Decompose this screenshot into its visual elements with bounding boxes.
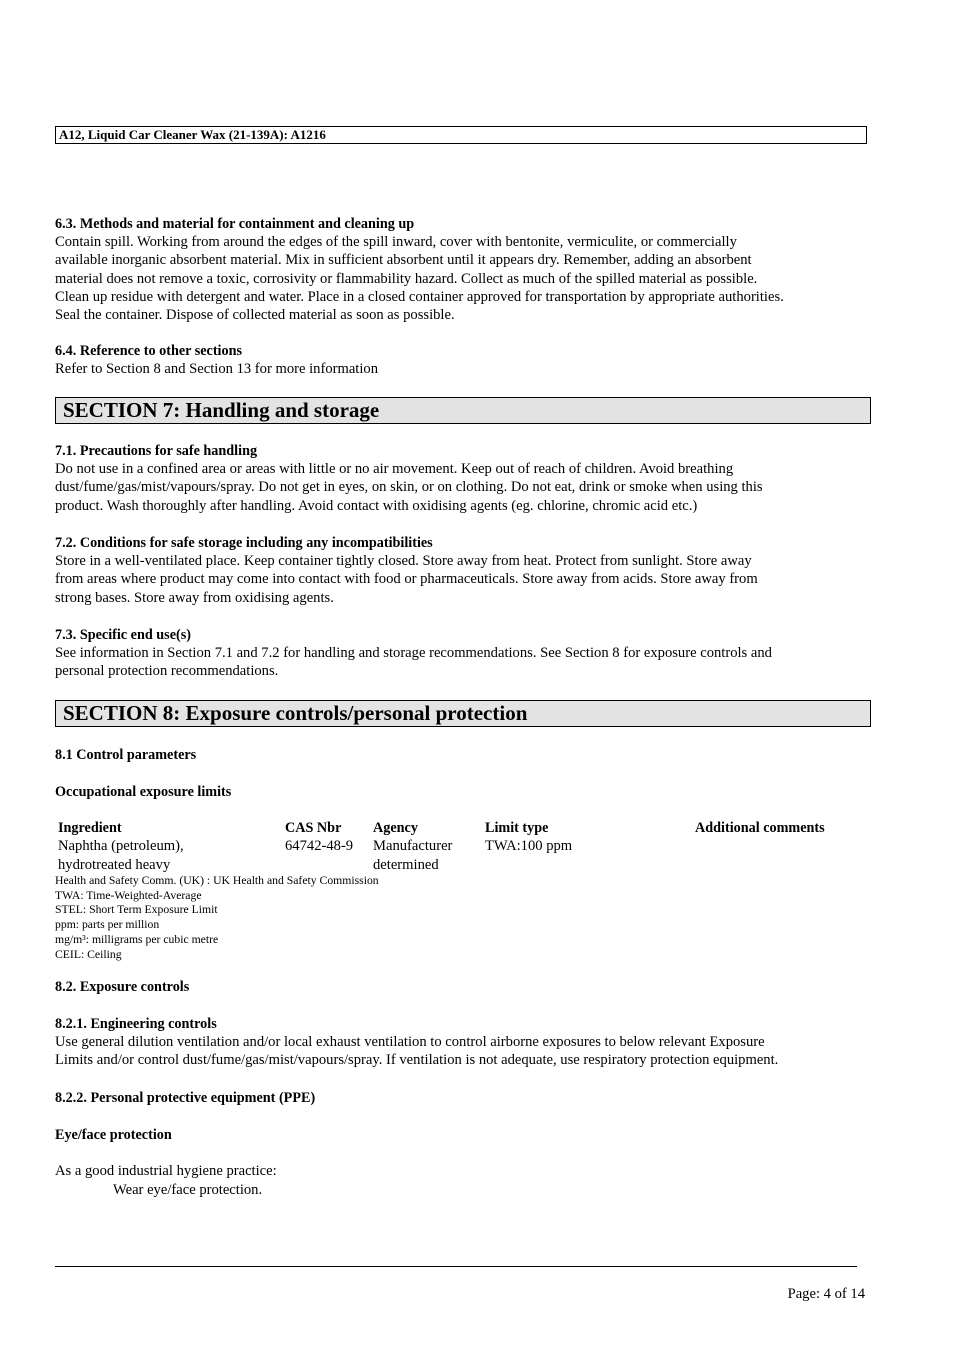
eye-intro: As a good industrial hygiene practice: <box>55 1163 277 1179</box>
paragraph-7-2 <box>55 552 870 607</box>
footer-divider <box>55 1266 857 1267</box>
text-line: strong bases. Store away from oxidising agents. <box>55 589 334 606</box>
table-header: Additional comments <box>695 820 825 836</box>
heading-7-2: 7.2. Conditions for safe storage including any incompatibilities <box>55 535 433 551</box>
note-line: STEL: Short Term Exposure Limit <box>55 903 218 917</box>
table-cell: Manufacturer <box>373 838 453 855</box>
table-cell: determined <box>373 856 439 873</box>
paragraph-8-2-1 <box>55 1033 885 1070</box>
table-header: CAS Nbr <box>285 820 342 836</box>
text-line: Store in a well-ventilated place. Keep container tightly closed. Store away from heat. Protect from sunlight. Store away <box>55 553 752 569</box>
text-line: material does not remove a toxic, corrosivity or flammability hazard. Collect as much of the spilled material as possible. <box>55 270 758 287</box>
table-header: Ingredient <box>58 820 122 836</box>
heading-6-3: 6.3. Methods and material for containment and cleaning up <box>55 216 415 232</box>
note-line: Health and Safety Comm. (UK) : UK Health and Safety Commission <box>55 874 379 887</box>
column-limit-type <box>485 819 685 856</box>
table-cell: hydrotreated heavy <box>58 856 171 873</box>
text-line: Contain spill. Working from around the edges of the spill inward, cover with bentonite, vermiculite, or commercially <box>55 234 737 250</box>
note-line: mg/m³: milligrams per cubic metre <box>55 932 219 946</box>
text-line: Do not use in a confined area or areas with little or no air movement. Keep out of reach of children. Avoid breathing <box>55 461 734 477</box>
text-line: available inorganic absorbent material. Mix in sufficient absorbent until it appears dry. Remember, adding an absorbent <box>55 252 752 269</box>
note-line: TWA: Time-Weighted-Average <box>55 888 202 902</box>
paragraph-7-3 <box>55 644 870 681</box>
text-line: product. Wash thoroughly after handling. Avoid contact with oxidising agents (eg. chlorine, chromic acid etc.) <box>55 497 698 514</box>
note-line: ppm: parts per million <box>55 918 160 932</box>
heading-8-2-2: 8.2.2. Personal protective equipment (PPE) <box>55 1090 316 1106</box>
table-notes <box>55 874 379 962</box>
column-ingredient <box>58 819 278 874</box>
column-cas <box>285 819 370 856</box>
section-7-title: SECTION 7: Handling and storage <box>55 397 871 424</box>
page-number: Page: 4 of 14 <box>787 1286 865 1302</box>
text-line: See information in Section 7.1 and 7.2 for handling and storage recommendations. See Section 8 for exposure controls and <box>55 645 772 661</box>
column-comments <box>695 819 865 837</box>
heading-occupational-limits: Occupational exposure limits <box>55 784 232 800</box>
heading-8-2: 8.2. Exposure controls <box>55 979 190 995</box>
paragraph-7-1 <box>55 460 870 515</box>
paragraph-6-3 <box>55 233 870 324</box>
note-line: CEIL: Ceiling <box>55 947 122 961</box>
heading-7-3: 7.3. Specific end use(s) <box>55 627 191 643</box>
product-header: A12, Liquid Car Cleaner Wax (21-139A): A1216 <box>55 126 867 144</box>
table-header: Agency <box>373 820 418 836</box>
column-agency <box>373 819 481 874</box>
heading-7-1: 7.1. Precautions for safe handling <box>55 443 258 459</box>
text-line: Seal the container. Dispose of collected material as soon as possible. <box>55 307 455 324</box>
heading-8-2-1: 8.2.1. Engineering controls <box>55 1016 217 1032</box>
text-line: dust/fume/gas/mist/vapours/spray. Do not get in eyes, on skin, or on clothing. Do not eat, drink or smoke when using this <box>55 479 763 496</box>
text-line: Clean up residue with detergent and water. Place in a closed container approved for transportation by appropriate authorities. <box>55 288 784 305</box>
text-line: personal protection recommendations. <box>55 663 279 680</box>
section-8-title: SECTION 8: Exposure controls/personal protection <box>55 700 871 727</box>
text-line: from areas where product may come into contact with food or pharmaceuticals. Store away from acids. Store away from <box>55 571 758 588</box>
table-cell: Naphtha (petroleum), <box>58 838 184 855</box>
eye-item: Wear eye/face protection. <box>113 1182 263 1198</box>
heading-6-4: 6.4. Reference to other sections <box>55 343 243 359</box>
table-cell: 64742-48-9 <box>285 838 354 855</box>
table-cell: TWA:100 ppm <box>485 838 573 855</box>
table-header: Limit type <box>485 820 549 836</box>
text-line: Use general dilution ventilation and/or local exhaust ventilation to control airborne exposures to below relevant Exposure <box>55 1034 765 1050</box>
paragraph-6-4: Refer to Section 8 and Section 13 for more information <box>55 361 379 377</box>
heading-eye-face: Eye/face protection <box>55 1127 172 1143</box>
text-line: Limits and/or control dust/fume/gas/mist/vapours/spray. If ventilation is not adequate, use respiratory protection equipment. <box>55 1052 779 1069</box>
heading-8-1: 8.1 Control parameters <box>55 747 197 763</box>
